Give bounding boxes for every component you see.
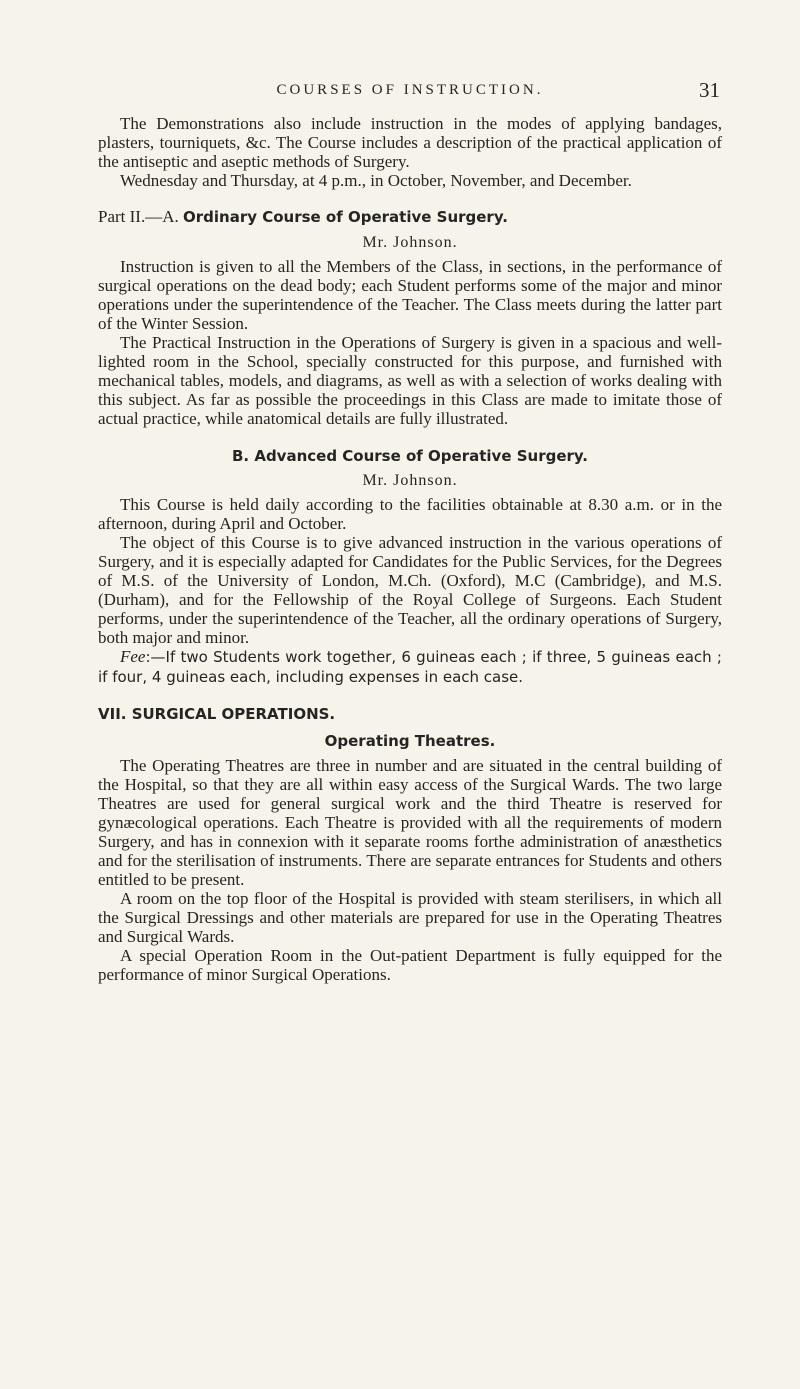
fee-text: :—If two Students work together, 6 guineas each ; if three, 5 guineas each ; if four, 4 guineas each, including expenses in each case. bbox=[98, 648, 722, 686]
part-2-title: Ordinary Course of Operative Surgery. bbox=[182, 208, 508, 226]
part-b-paragraph-1: This Course is held daily according to the facilities obtainable at 8.30 a.m. or in the afternoon, during April and October. bbox=[98, 495, 722, 533]
part-2-paragraph-2: The Practical Instruction in the Operations of Surgery is given in a spacious and well-lighted room in the School, specially constructed for this purpose, and furnished with mechanical tables, models, and diagrams, as well as with a selection of works dealing with this subject. As far as possible the proceedings in this Class are made to imitate those of actual practice, while anatomical details are fully illustrated. bbox=[98, 333, 722, 428]
section-7-heading bbox=[98, 704, 722, 724]
part-2-lecturer: Mr. Johnson. bbox=[362, 234, 458, 251]
part-b-fee bbox=[98, 647, 722, 687]
page-number: 31 bbox=[699, 78, 720, 102]
running-head bbox=[98, 78, 722, 106]
section-7-title: VII. SURGICAL OPERATIONS. bbox=[98, 705, 336, 723]
running-title: COURSES OF INSTRUCTION. bbox=[276, 82, 544, 98]
part-2-label: Part II.—A. bbox=[98, 207, 179, 226]
part-b-lecturer: Mr. Johnson. bbox=[362, 472, 458, 489]
intro-paragraph-1: The Demonstrations also include instruction in the modes of applying bandages, plasters, tourniquets, &c. The Course includes a description of the practical application of the antiseptic and aseptic methods of Surgery. bbox=[98, 114, 722, 171]
part-b-paragraph-2: The object of this Course is to give advanced instruction in the various operations of Surgery, and it is especially adapted for Candidates for the Public Services, for the Degrees of M.S. of the University of London, M.Ch. (Oxford), M.C (Cambridge), and M.S. (Durham), and for the Fellowship of the Royal College of Surgeons. Each Student performs, under the superintendence of the Teacher, all the ordinary operations of Surgery, both major and minor. bbox=[98, 533, 722, 647]
part-2-paragraph-1: Instruction is given to all the Members of the Class, in sections, in the performance of surgical operations on the dead body; each Student performs some of the major and minor operations under the superintendence of the Teacher. The Class meets during the latter part of the Winter Session. bbox=[98, 257, 722, 333]
fee-label: Fee bbox=[120, 647, 146, 666]
page-content bbox=[98, 114, 722, 984]
part-2-heading bbox=[98, 207, 722, 227]
part-b-title: B. Advanced Course of Operative Surgery. bbox=[231, 447, 589, 465]
section-7-paragraph-3: A special Operation Room in the Out-patient Department is fully equipped for the performance of minor Surgical Operations. bbox=[98, 946, 722, 984]
section-7-subtitle: Operating Theatres. bbox=[324, 732, 496, 750]
intro-paragraph-2: Wednesday and Thursday, at 4 p.m., in October, November, and December. bbox=[120, 171, 632, 190]
section-7-paragraph-2: A room on the top floor of the Hospital is provided with steam sterilisers, in which all the Surgical Dressings and other materials are prepared for use in the Operating Theatres and Surgical Wards. bbox=[98, 889, 722, 946]
section-7-paragraph-1: The Operating Theatres are three in number and are situated in the central building of the Hospital, so that they are all within easy access of the Surgical Wards. The two large Theatres are used for general surgical work and the third Theatre is reserved for gynæcological operations. Each Theatre is provided with all the requirements of modern Surgery, and has in connexion with it separate rooms forthe administration of anæsthetics and for the sterilisation of instruments. There are separate entrances for Students and others entitled to be present. bbox=[98, 756, 722, 889]
